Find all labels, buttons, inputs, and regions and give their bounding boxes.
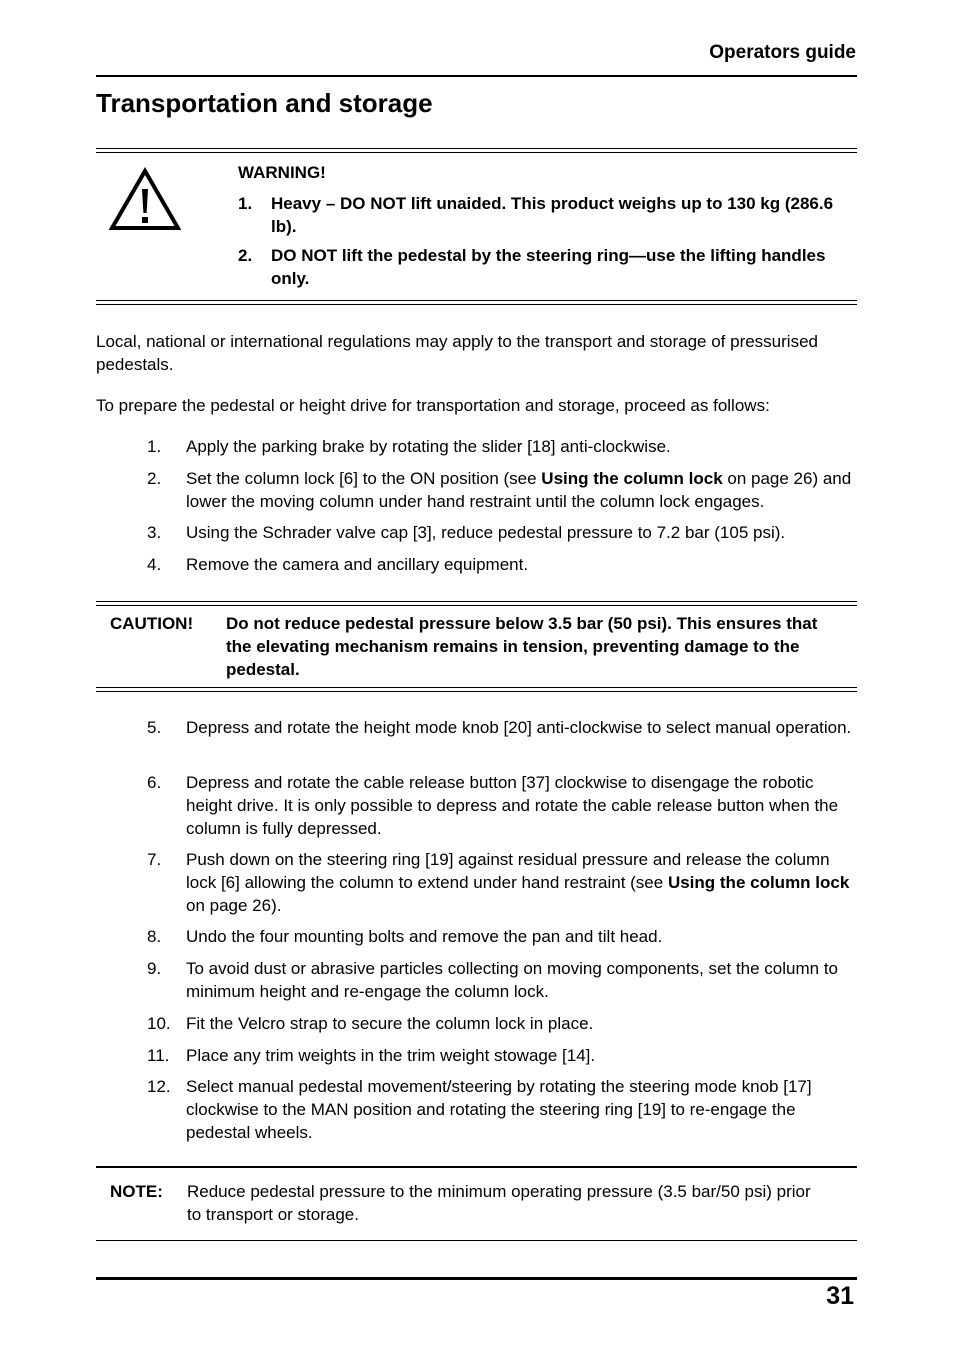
step-text: Depress and rotate the height mode knob [20] anti-clockwise to select manual operation.	[186, 718, 852, 737]
step-text: Undo the four mounting bolts and remove the pan and tilt head.	[186, 927, 663, 946]
step-text: Remove the camera and ancillary equipment.	[186, 555, 529, 574]
warning-item	[238, 192, 838, 238]
procedure-intro: To prepare the pedestal or height drive for transportation and storage, proceed as follows:	[96, 396, 770, 415]
step-number: 7.	[147, 850, 162, 869]
list-item	[147, 1075, 859, 1144]
caution-top-rule	[96, 601, 857, 606]
step-text-part: on page 26).	[186, 896, 282, 915]
cross-reference: Using the column lock	[667, 873, 850, 892]
step-number: 11.	[147, 1046, 170, 1065]
step-text: Apply the parking brake by rotating the slider [18] anti-clockwise.	[186, 437, 671, 456]
caution-bottom-rule	[96, 687, 857, 692]
step-text: Select manual pedestal movement/steering by rotating the steering mode knob [17] clockwise to the MAN position and rotating the steering ring [19] to re-engage the pedestal wheels.	[186, 1077, 812, 1142]
step-number: 6.	[147, 773, 162, 792]
warning-item-text: Heavy – DO NOT lift unaided. This product weighs up to 130 kg (286.6 lb).	[271, 194, 834, 236]
header-rule	[96, 75, 857, 77]
warning-bottom-rule	[96, 300, 857, 305]
note-text: Reduce pedestal pressure to the minimum operating pressure (3.5 bar/50 psi) prior to transport or storage.	[187, 1182, 811, 1224]
step-text-part: Push down on the steering ring [19] against residual pressure and release the column lock [6] allowing the column to extend under hand restraint (see	[186, 850, 830, 892]
step-text	[186, 848, 859, 917]
step-number: 9.	[147, 959, 162, 978]
warning-item-number: 1.	[238, 194, 253, 213]
page-number: 31	[826, 1282, 854, 1310]
warning-top-rule	[96, 148, 857, 153]
footer-rule	[96, 1277, 857, 1280]
intro-paragraph: Local, national or international regulations may apply to the transport and storage of pressurised pedestals.	[96, 332, 818, 374]
list-item	[147, 848, 859, 917]
step-number: 2.	[147, 469, 162, 488]
list-item	[147, 1012, 859, 1035]
list-item	[147, 467, 859, 513]
warning-item-text: DO NOT lift the pedestal by the steering ring—use the lifting handles only.	[271, 246, 826, 288]
list-item	[147, 435, 859, 458]
warning-triangle-icon	[109, 167, 181, 231]
step-number: 10.	[147, 1014, 171, 1033]
step-text: Fit the Velcro strap to secure the column lock in place.	[186, 1014, 594, 1033]
step-number: 3.	[147, 523, 162, 542]
step-text: Using the Schrader valve cap [3], reduce pedestal pressure to 7.2 bar (105 psi).	[186, 523, 786, 542]
warning-item	[238, 244, 838, 290]
step-number: 12.	[147, 1077, 171, 1096]
list-item	[147, 925, 859, 948]
list-item	[147, 957, 859, 1003]
step-text: Depress and rotate the cable release button [37] clockwise to disengage the robotic height drive. It is only possible to depress and rotate the cable release button when the column is fully depressed.	[186, 773, 839, 838]
list-item	[147, 521, 859, 544]
list-item	[147, 716, 859, 739]
list-item	[147, 553, 859, 576]
note-bottom-rule	[96, 1240, 857, 1241]
section-title: Transportation and storage	[96, 88, 433, 118]
step-number: 8.	[147, 927, 162, 946]
running-header: Operators guide	[709, 42, 856, 63]
warning-item-number: 2.	[238, 246, 253, 265]
step-text-part: Set the column lock [6] to the ON position (see	[186, 469, 542, 488]
step-text: Place any trim weights in the trim weight stowage [14].	[186, 1046, 596, 1065]
step-number: 1.	[147, 437, 162, 456]
warning-label: WARNING!	[238, 163, 326, 182]
step-text: To avoid dust or abrasive particles collecting on moving components, set the column to minimum height and re-engage the column lock.	[186, 959, 839, 1001]
list-item	[147, 1044, 859, 1067]
caution-text: Do not reduce pedestal pressure below 3.5 bar (50 psi). This ensures that the elevating mechanism remains in tension, preventing damage to the pedestal.	[226, 614, 818, 679]
step-text-part: on page 26) and lower the moving column under hand restraint until the column lock engages.	[186, 469, 852, 511]
step-number: 4.	[147, 555, 162, 574]
step-number: 5.	[147, 718, 162, 737]
list-item	[147, 771, 859, 840]
cross-reference: Using the column lock	[541, 469, 723, 488]
caution-label: CAUTION!	[110, 614, 194, 633]
note-top-rule	[96, 1166, 857, 1168]
note-label: NOTE:	[110, 1182, 163, 1201]
step-text	[186, 467, 859, 513]
